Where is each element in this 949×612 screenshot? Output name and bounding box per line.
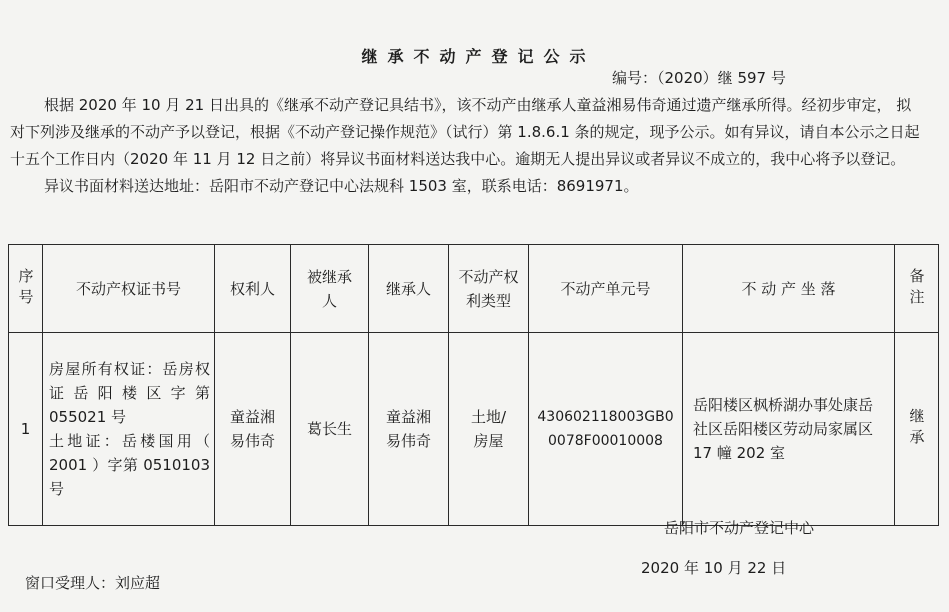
- cell-cert: 房屋所有权证：岳房权证岳阳楼区字第 055021 号 土地证：岳楼国用（ 2001 ）字第 0510103 号: [43, 333, 215, 526]
- cell-remark: [895, 333, 939, 526]
- header-location: 不 动 产 坐 落: [683, 245, 895, 333]
- notice-body: [10, 92, 920, 200]
- cell-seq: 1: [9, 333, 43, 526]
- header-holder: 权利人: [215, 245, 291, 333]
- header-type: 不动产权利类型: [449, 245, 529, 333]
- notice-paragraph-address: 异议书面材料送达地址：岳阳市不动产登记中心法规科 1503 室，联系电话：8691971。: [44, 177, 639, 195]
- notice-title: 继承不动产登记公示: [361, 47, 596, 66]
- header-cert: 不动产权证书号: [43, 245, 215, 333]
- registration-table: [8, 244, 939, 526]
- table-header-row: [9, 245, 939, 333]
- header-heir: 继承人: [369, 245, 449, 333]
- cell-location: 岳阳楼区枫桥湖办事处康岳社区岳阳楼区劳动局家属区 17 幢 202 室: [683, 333, 895, 526]
- issue-date: 2020 年 10 月 22 日: [641, 559, 787, 577]
- cell-decedent: 葛长生: [291, 333, 369, 526]
- header-seq-text: 序号: [16, 267, 35, 310]
- cell-heir: 童益湘易伟奇: [369, 333, 449, 526]
- cell-unit: 430602118003GB00078F00010008: [529, 333, 683, 526]
- header-seq: [9, 245, 43, 333]
- cell-remark-text: 继承: [907, 408, 926, 450]
- header-unit: 不动产单元号: [529, 245, 683, 333]
- header-remark-text: 备注: [907, 267, 926, 310]
- window-clerk: 窗口受理人：刘应超: [25, 574, 161, 592]
- issuing-organization: 岳阳市不动产登记中心: [664, 519, 815, 537]
- table-row: [9, 333, 939, 526]
- notice-paragraph-main: 根据 2020 年 10 月 21 日出具的《继承不动产登记具结书》，该不动产由继承人童益湘易伟奇通过遗产继承所得。经初步审定， 拟对下列涉及继承的不动产予以登记，根据《不动产登记操作规范》（试行）第 1.8.6.1 条的规定，现予公示。如有异议，请自本公示之日起十五个工作日内（2020 年 11 月 12 日之前）将异议书面材料送达我中心。逾期无人提出异议或者异议不成立的，我中心将予以登记。: [10, 96, 920, 168]
- document-number: 编号：（2020）继 597 号: [612, 69, 786, 87]
- header-remark: [895, 245, 939, 333]
- cell-type: 土地/房屋: [449, 333, 529, 526]
- cell-holder: 童益湘易伟奇: [215, 333, 291, 526]
- header-decedent: 被继承人: [291, 245, 369, 333]
